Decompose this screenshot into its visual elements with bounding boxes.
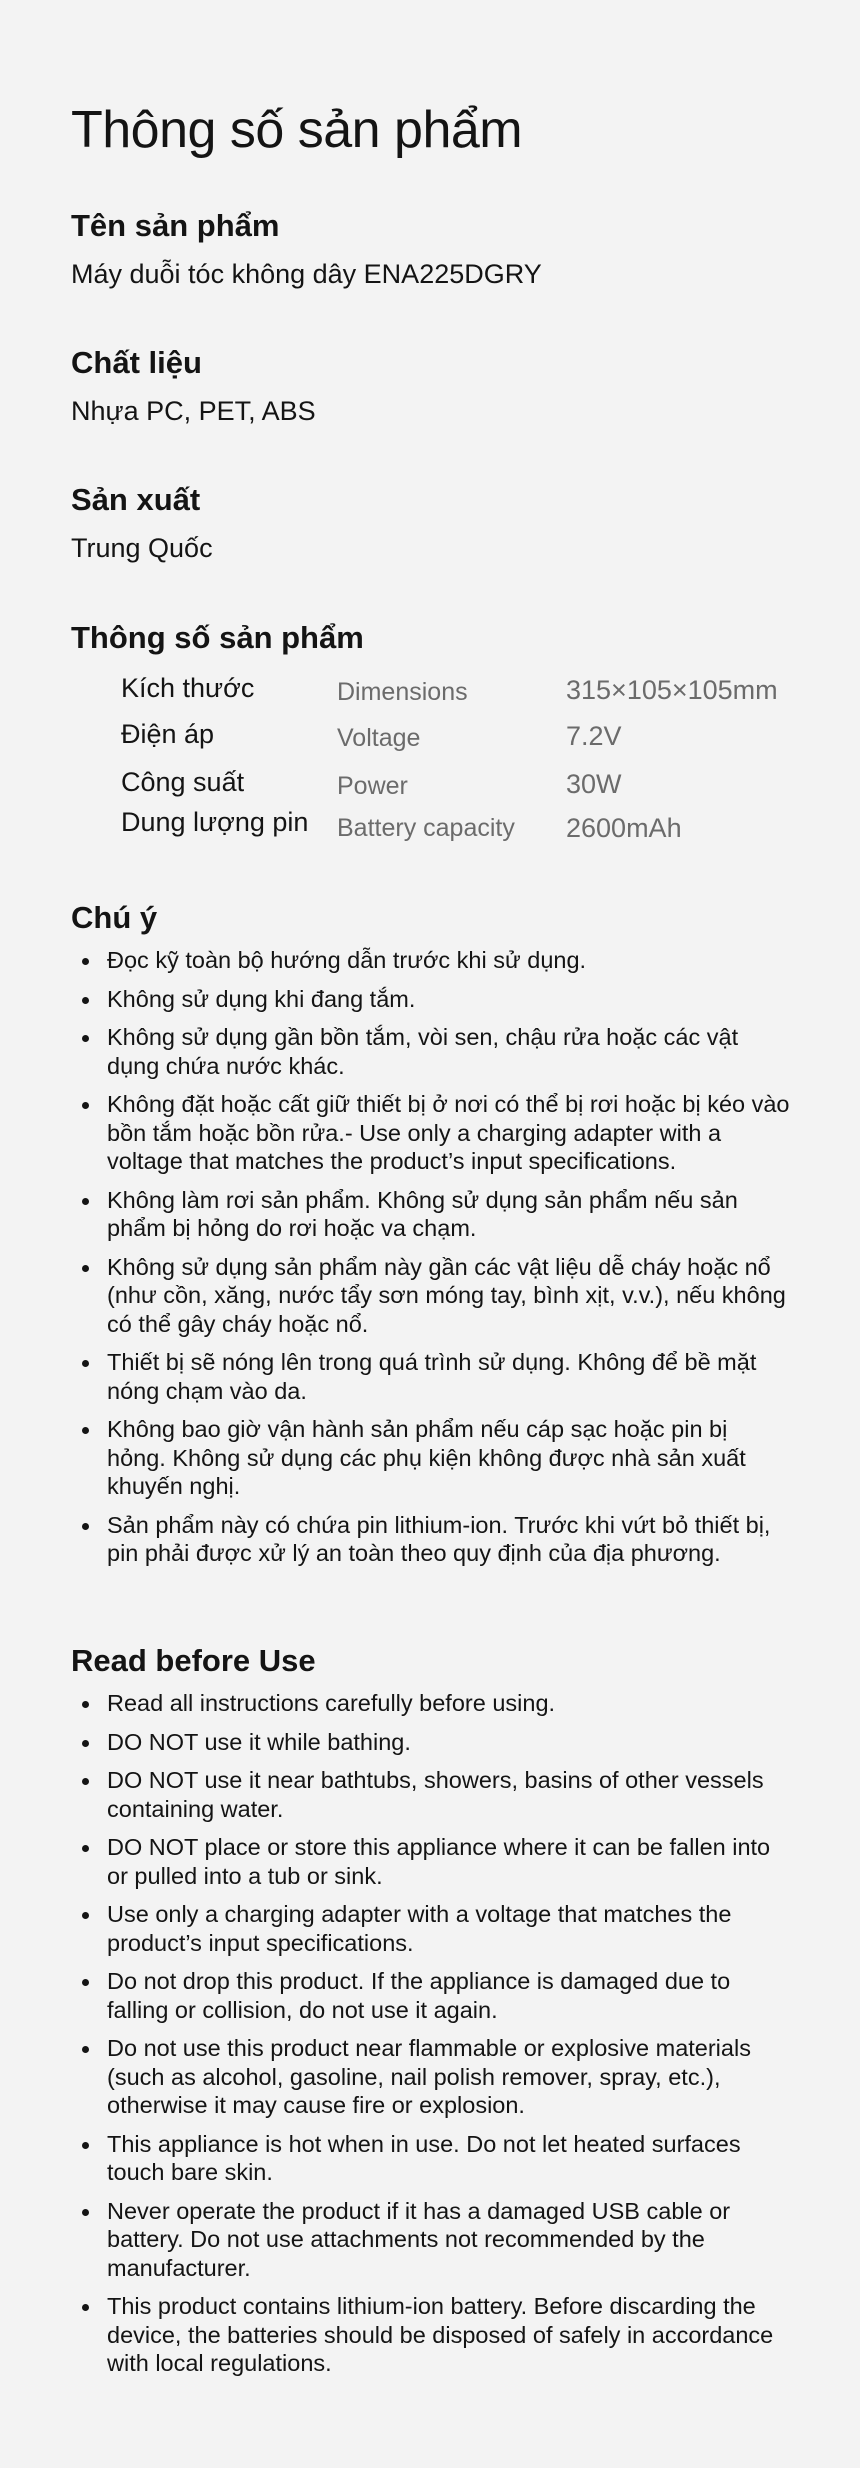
- list-item: Do not drop this product. If the appliance is damaged due to falling or collision, do not use it again.: [107, 1967, 791, 2024]
- bullet-icon: [82, 2046, 89, 2053]
- material-value: Nhựa PC, PET, ABS: [71, 396, 316, 426]
- spec-label-vi: Công suất: [121, 767, 245, 797]
- caution-vi-section: [71, 898, 791, 1578]
- spec-label-vi: Điện áp: [121, 719, 215, 749]
- list-item: DO NOT use it near bathtubs, showers, basins of other vessels containing water.: [107, 1766, 791, 1823]
- bullet-icon: [82, 1979, 89, 1986]
- bullet-icon: [82, 1778, 89, 1785]
- bullet-icon: [82, 1198, 89, 1205]
- bullet-icon: [82, 1102, 89, 1109]
- origin-heading: Sản xuất: [71, 482, 201, 517]
- bullet-icon: [82, 2209, 89, 2216]
- list-item: Sản phẩm này có chứa pin lithium-ion. Trước khi vứt bỏ thiết bị, pin phải được xử lý an toàn theo quy định của địa phương.: [107, 1511, 791, 1568]
- material-heading: Chất liệu: [71, 345, 202, 380]
- caution-en-section: [71, 1641, 791, 2388]
- bullet-icon: [82, 1265, 89, 1272]
- origin-section: [71, 480, 791, 566]
- product-name-value: Máy duỗi tóc không dây ENA225DGRY: [71, 259, 542, 289]
- list-item: Use only a charging adapter with a voltage that matches the product’s input specifications.: [107, 1900, 791, 1957]
- spec-label-vi: Dung lượng pin: [121, 807, 309, 837]
- product-name-section: [71, 206, 791, 292]
- bullet-icon: [82, 2304, 89, 2311]
- caution-en-list: [71, 1689, 791, 2378]
- spec-value: 30W: [566, 769, 622, 799]
- specs-heading: Thông số sản phẩm: [71, 620, 364, 655]
- bullet-icon: [82, 1845, 89, 1852]
- list-item: Never operate the product if it has a damaged USB cable or battery. Do not use attachments not recommended by the manufacturer.: [107, 2197, 791, 2283]
- spec-label-en: Battery capacity: [337, 814, 515, 842]
- bullet-icon: [82, 1360, 89, 1367]
- bullet-icon: [82, 1912, 89, 1919]
- list-item: Không sử dụng khi đang tắm.: [107, 985, 791, 1014]
- list-item: Không sử dụng sản phẩm này gần các vật liệu dễ cháy hoặc nổ (như cồn, xăng, nước tẩy sơn móng tay, bình xịt, v.v.), nếu không có thể gây cháy hoặc nổ.: [107, 1253, 791, 1339]
- list-item: Không làm rơi sản phẩm. Không sử dụng sản phẩm nếu sản phẩm bị hỏng do rơi hoặc va chạm.: [107, 1186, 791, 1243]
- bullet-icon: [82, 958, 89, 965]
- bullet-icon: [82, 1035, 89, 1042]
- spec-value: 315×105×105mm: [566, 675, 778, 705]
- spec-label-vi: Kích thước: [121, 673, 255, 703]
- bullet-icon: [82, 997, 89, 1004]
- list-item: Thiết bị sẽ nóng lên trong quá trình sử dụng. Không để bề mặt nóng chạm vào da.: [107, 1348, 791, 1405]
- spec-label-en: Power: [337, 772, 408, 800]
- bullet-icon: [82, 1740, 89, 1747]
- bullet-icon: [82, 2142, 89, 2149]
- list-item: DO NOT use it while bathing.: [107, 1728, 791, 1757]
- list-item: Do not use this product near flammable or explosive materials (such as alcohol, gasoline, nail polish remover, spray, etc.), otherwise it may cause fire or explosion.: [107, 2034, 791, 2120]
- material-section: [71, 343, 791, 429]
- spec-value: 7.2V: [566, 721, 622, 751]
- list-item: Không bao giờ vận hành sản phẩm nếu cáp sạc hoặc pin bị hỏng. Không sử dụng các phụ kiện không được nhà sản xuất khuyến nghị.: [107, 1415, 791, 1501]
- list-item: Không sử dụng gần bồn tắm, vòi sen, chậu rửa hoặc các vật dụng chứa nước khác.: [107, 1023, 791, 1080]
- spec-label-en: Dimensions: [337, 678, 468, 706]
- bullet-icon: [82, 1427, 89, 1434]
- spec-row-battery: [121, 804, 801, 843]
- product-name-heading: Tên sản phẩm: [71, 208, 280, 243]
- spec-value: 2600mAh: [566, 813, 682, 843]
- specs-section: [71, 618, 791, 658]
- spec-label-en: Voltage: [337, 724, 421, 752]
- origin-value: Trung Quốc: [71, 533, 213, 563]
- list-item: Không đặt hoặc cất giữ thiết bị ở nơi có thể bị rơi hoặc bị kéo vào bồn tắm hoặc bồn rửa.- Use only a charging adapter with a voltage that matches the product’s input specifications.: [107, 1090, 791, 1176]
- bullet-icon: [82, 1701, 89, 1708]
- list-item: This product contains lithium-ion battery. Before discarding the device, the batteries should be disposed of safely in accordance with local regulations.: [107, 2292, 791, 2378]
- caution-vi-list: [71, 946, 791, 1568]
- spec-row-power: [121, 764, 801, 800]
- bullet-icon: [82, 1523, 89, 1530]
- list-item: Đọc kỹ toàn bộ hướng dẫn trước khi sử dụng.: [107, 946, 791, 975]
- spec-row-dimensions: [121, 670, 801, 706]
- caution-en-heading: Read before Use: [71, 1643, 316, 1678]
- list-item: Read all instructions carefully before using.: [107, 1689, 791, 1718]
- spec-row-voltage: [121, 716, 801, 752]
- list-item: DO NOT place or store this appliance where it can be fallen into or pulled into a tub or sink.: [107, 1833, 791, 1890]
- page-title: Thông số sản phẩm: [71, 101, 523, 159]
- list-item: This appliance is hot when in use. Do not let heated surfaces touch bare skin.: [107, 2130, 791, 2187]
- caution-vi-heading: Chú ý: [71, 900, 158, 935]
